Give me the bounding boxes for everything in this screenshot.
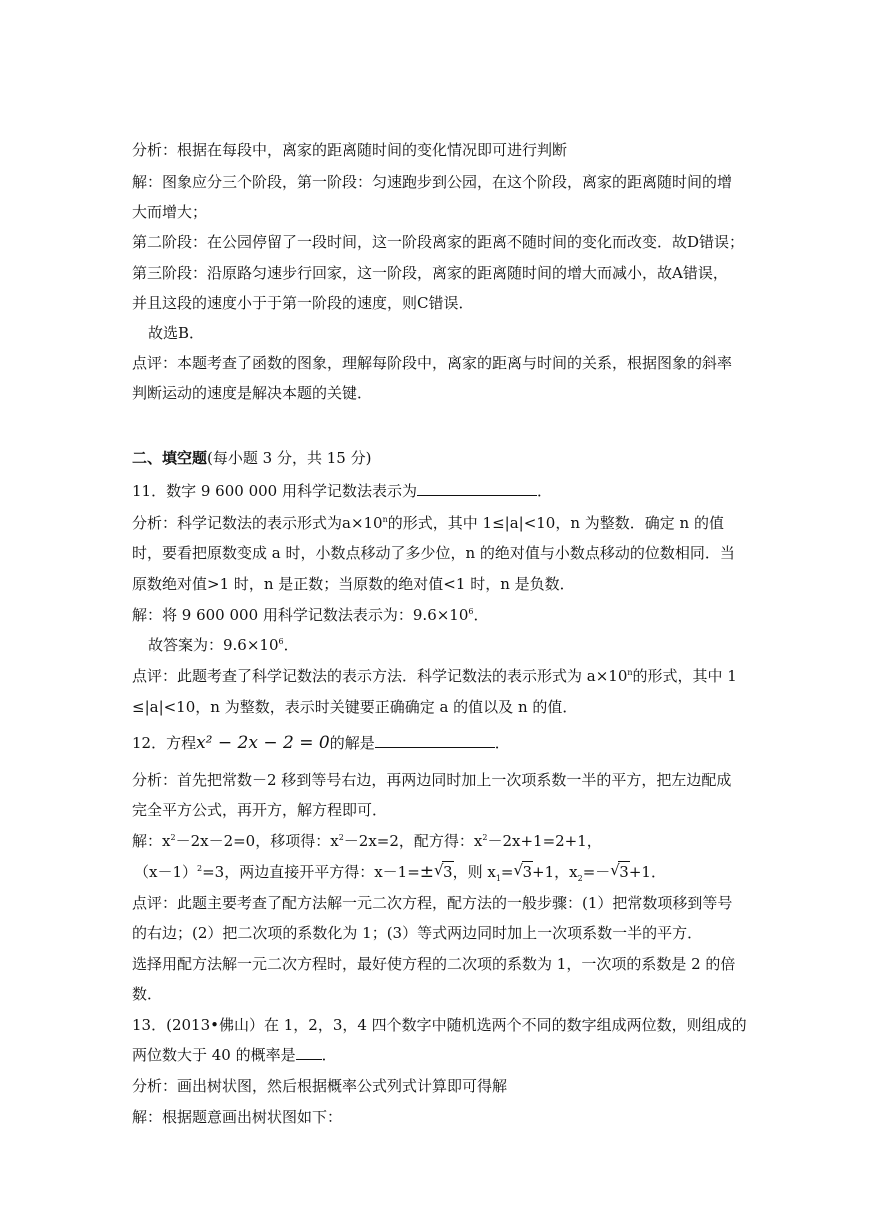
sqrt-symbol: √ 3 <box>610 861 629 881</box>
superscript: 2 <box>170 833 176 842</box>
text: 解：x <box>132 832 171 850</box>
solution-line: 解：图象应分三个阶段，第一阶段：匀速跑步到公园，在这个阶段，离家的距离随时间的增 <box>132 173 733 191</box>
solution-line <box>134 862 666 882</box>
superscript: 2 <box>482 833 488 842</box>
question-12 <box>132 733 510 753</box>
answer-line <box>148 635 299 655</box>
answer-blank <box>296 1045 322 1060</box>
section-title: 二、填空题 <box>132 449 208 467</box>
text: +1． <box>628 863 666 881</box>
equation: x² − 2x − 2 = 0 <box>196 733 330 753</box>
answer-line: 故选B． <box>148 324 205 342</box>
text: －2x=2，配方得：x <box>343 832 483 850</box>
text: 点评：此题考查了科学记数法的表示方法．科学记数法的表示形式为 a×10 <box>132 667 628 685</box>
question-text: ． <box>321 1046 337 1064</box>
question-text: ． <box>494 734 510 752</box>
text: －2x+1=2+1， <box>487 832 602 850</box>
section-heading <box>132 448 371 468</box>
solution-line: 解：根据题意画出树状图如下： <box>132 1108 343 1126</box>
section-note: (每小题 3 分，共 15 分) <box>207 449 372 467</box>
solution-line: 第三阶段：沿原路匀速步行回家，这一阶段，离家的距离随时间的增大而减小，故A错误， <box>132 264 728 282</box>
solution-line <box>132 831 602 851</box>
text: 的形式，其中 1 <box>632 667 737 685</box>
question-11 <box>132 481 552 501</box>
comment-line: ≤|a|<10，n 为整数，表示时关键要正确确定 a 的值以及 n 的值． <box>132 698 578 716</box>
question-text: 两位数大于 40 的概率是 <box>132 1046 296 1064</box>
subscript: 2 <box>577 874 583 883</box>
comment-line: 判断运动的速度是解决本题的关键． <box>132 384 373 402</box>
text: 解：将 9 600 000 用科学记数法表示为：9.6×10 <box>132 606 469 624</box>
sqrt-symbol: √ 3 <box>513 861 533 881</box>
text: －2x－2=0，移项得：x <box>175 832 339 850</box>
radicand: 3 <box>619 863 629 881</box>
sqrt-symbol: √ 3 <box>434 861 453 881</box>
analysis-line: 时，要看把原数变成 a 时，小数点移动了多少位，n 的绝对值与小数点移动的位数相同．当 <box>132 544 735 562</box>
superscript: 2 <box>197 864 203 873</box>
solution-line: 第二阶段：在公园停留了一段时间，这一阶段离家的距离不随时间的变化而改变．故D错误； <box>132 233 745 251</box>
radicand: 3 <box>522 863 533 881</box>
text: +1，x <box>532 863 578 881</box>
solution-line <box>132 605 489 625</box>
comment-line <box>132 666 737 686</box>
subscript: 1 <box>495 874 501 883</box>
solution-line: 并且这段的速度小于于第一阶段的速度，则C错误． <box>132 294 474 312</box>
text: ． <box>283 636 299 654</box>
plus-minus-symbol: ± <box>419 862 435 882</box>
text: ，则 x <box>452 863 496 881</box>
analysis-line: 分析：首先把常数－2 移到等号右边，再两边同时加上一次项系数一半的平方，把左边配成 <box>132 771 732 789</box>
question-13: 13．(2013•佛山）在 1，2，3，4 四个数字中随机选两个不同的数字组成两位数，则组成的 <box>132 1016 747 1034</box>
text: 分析：科学记数法的表示形式为a×10 <box>132 514 383 532</box>
comment-line: 点评：此题主要考查了配方法解一元二次方程，配方法的一般步骤：(1）把常数项移到等号 <box>132 894 733 912</box>
superscript: 6 <box>278 637 284 646</box>
analysis-line <box>132 513 724 533</box>
superscript: 6 <box>468 607 474 616</box>
solution-line: 大而增大； <box>132 203 208 221</box>
superscript: 2 <box>338 833 344 842</box>
comment-line: 选择用配方法解一元二次方程时，最好使方程的二次项的系数为 1，一次项的系数是 2 的倍 <box>132 955 736 973</box>
question-text: 12．方程 <box>132 734 197 752</box>
text: ． <box>473 606 489 624</box>
text: 的形式，其中 1≤|a|<10，n 为整数．确定 n 的值 <box>387 514 724 532</box>
superscript: n <box>382 515 388 524</box>
comment-line: 的右边；(2）把二次项的系数化为 1；(3）等式两边同时加上一次项系数一半的平方． <box>132 924 703 942</box>
superscript: n <box>627 668 633 677</box>
comment-line: 数． <box>132 985 163 1003</box>
answer-blank <box>417 481 537 496</box>
answer-blank <box>375 733 495 748</box>
question-text: ． <box>536 482 552 500</box>
text: = <box>500 863 514 881</box>
radicand: 3 <box>443 863 453 881</box>
text: =3，两边直接开平方得：x－1= <box>202 863 420 881</box>
text: 故答案为：9.6×10 <box>148 636 279 654</box>
analysis-line: 完全平方公式，再开方，解方程即可． <box>132 801 388 819</box>
analysis-line: 分析：根据在每段中，离家的距离随时间的变化情况即可进行判断 <box>132 141 568 159</box>
comment-line: 点评：本题考查了函数的图象，理解每阶段中，离家的距离与时间的关系，根据图象的斜率 <box>132 354 733 372</box>
text: =－ <box>582 863 611 881</box>
question-text: 11．数字 9 600 000 用科学记数法表示为 <box>132 482 417 500</box>
analysis-line: 分析：画出树状图，然后根据概率公式列式计算即可得解 <box>132 1077 508 1095</box>
question-13 <box>132 1045 337 1065</box>
analysis-line: 原数绝对值>1 时，n 是正数；当原数的绝对值<1 时，n 是负数． <box>132 575 575 593</box>
question-text: 的解是 <box>329 734 375 752</box>
text: （x－1） <box>134 863 198 881</box>
